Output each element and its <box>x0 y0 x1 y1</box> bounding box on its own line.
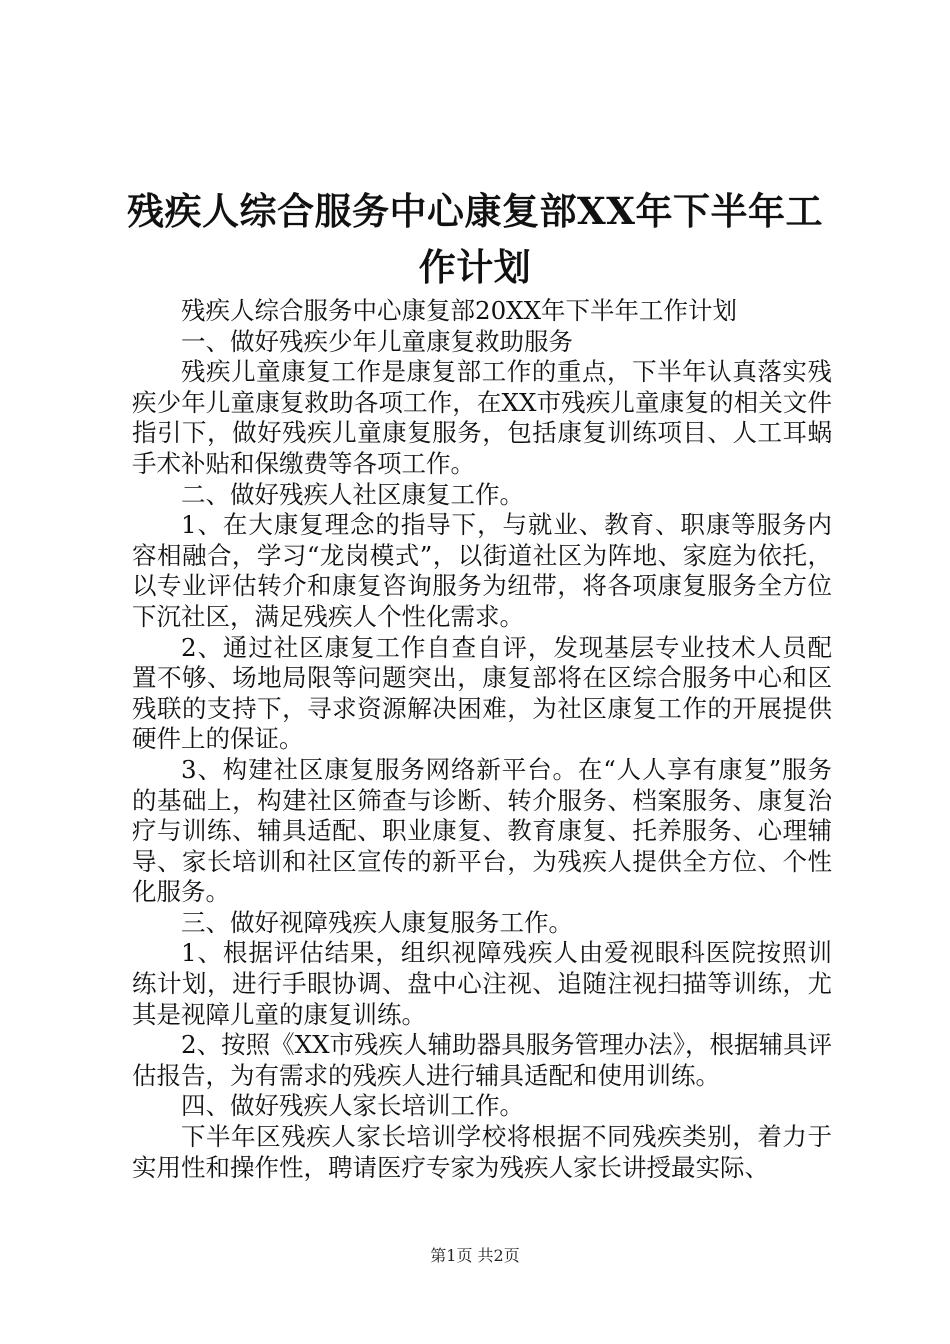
page-number-footer: 第1页 共2页 <box>430 1246 520 1265</box>
section-heading-1: 一、做好残疾少年儿童康复救助服务 <box>181 326 573 356</box>
paragraph: 2、通过社区康复工作自查自评，发现基层专业技术人员配置不够、场地局限等问题突出，康复部将在区综合服务中心和区残联的支持下，寻求资源解决困难，为社区康复工作的开展提供硬件上的保证。 <box>132 632 832 754</box>
paragraph: 残疾儿童康复工作是康复部工作的重点，下半年认真落实残疾少年儿童康复救助各项工作，在XX市残疾儿童康复的相关文件指引下，做好残疾儿童康复服务，包括康复训练项目、人工耳蜗手术补贴和保缴费等各项工作。 <box>132 357 832 478</box>
document-body <box>132 296 832 1183</box>
document-title: 残疾人综合服务中心康复部XX年下半年工作计划 <box>127 189 823 289</box>
paragraph: 下半年区残疾人家长培训学校将根据不同残疾类别，着力于实用性和操作性，聘请医疗专家为残疾人家长讲授最实际、 <box>132 1122 832 1182</box>
paragraph: 1、根据评估结果，组织视障残疾人由爱视眼科医院按照训练计划，进行手眼协调、盘中心注视、追随注视扫描等训练，尤其是视障儿童的康复训练。 <box>132 938 832 1029</box>
paragraph-subtitle: 残疾人综合服务中心康复部20XX年下半年工作计划 <box>181 296 738 325</box>
section-heading-3: 三、做好视障残疾人康复服务工作。 <box>181 907 573 937</box>
section-heading-4: 四、做好残疾人家长培训工作。 <box>181 1091 524 1121</box>
paragraph: 2、按照《XX市残疾人辅助器具服务管理办法》，根据辅具评估报告，为有需求的残疾人进行辅具适配和使用训练。 <box>132 1030 832 1090</box>
paragraph: 3、构建社区康复服务网络新平台。在“人人享有康复”服务的基础上，构建社区筛查与诊断、转介服务、档案服务、康复治疗与训练、辅具适配、职业康复、教育康复、托养服务、心理辅导、家长培训和社区宣传的新平台，为残疾人提供全方位、个性化服务。 <box>132 754 832 907</box>
section-heading-2: 二、做好残疾人社区康复工作。 <box>181 479 524 509</box>
paragraph: 1、在大康复理念的指导下，与就业、教育、职康等服务内容相融合，学习“龙岗模式”，以街道社区为阵地、家庭为依托，以专业评估转介和康复咨询服务为纽带，将各项康复服务全方位下沉社区，满足残疾人个性化需求。 <box>132 510 832 631</box>
